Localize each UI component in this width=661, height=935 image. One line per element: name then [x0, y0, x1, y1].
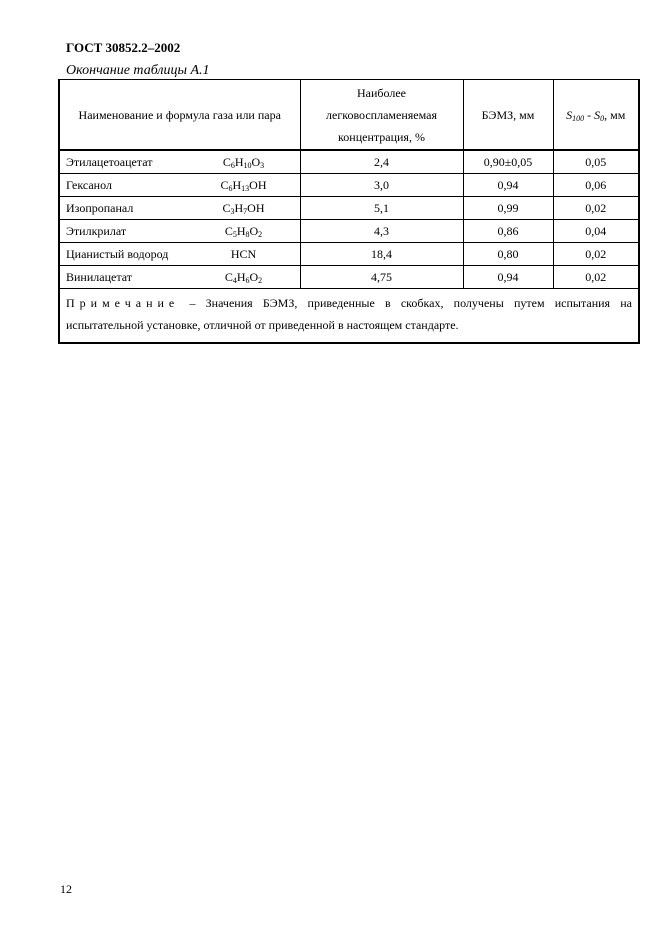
gas-properties-table — [58, 79, 640, 344]
concentration-cell: 4,75 — [300, 266, 463, 289]
table-row — [59, 266, 639, 289]
gas-name: Изопропанал — [66, 200, 134, 215]
s-diff-cell: 0,02 — [553, 266, 639, 289]
concentration-cell: 18,4 — [300, 243, 463, 266]
header-bemz: БЭМЗ, мм — [463, 80, 553, 151]
gas-name-cell — [59, 243, 300, 266]
gas-name: Цианистый водород — [66, 246, 169, 261]
concentration-cell: 3,0 — [300, 174, 463, 197]
note-text: – Значения БЭМЗ, приведенные в скобках, получены путем испытания на испытательной установке, отличной от приведенной в настоящем стандарте. — [66, 296, 632, 332]
gas-formula: $C_3H_7OH$ — [222, 200, 265, 216]
gas-formula: $C_6H_{13}OH$ — [220, 177, 267, 193]
header-s100-s0: $S_{100} - S_0$, мм — [553, 80, 639, 151]
gas-name-cell — [59, 150, 300, 174]
s-diff-cell: 0,04 — [553, 220, 639, 243]
gas-formula: HCN — [230, 246, 257, 261]
concentration-cell: 2,4 — [300, 150, 463, 174]
gas-name: Винилацетат — [66, 269, 132, 284]
bemz-cell: 0,80 — [463, 243, 553, 266]
s-diff-cell: 0,02 — [553, 243, 639, 266]
gas-name: Гексанол — [66, 177, 112, 192]
document-code: ГОСТ 30852.2–2002 — [66, 40, 181, 55]
header-concentration: Наиболее легковоспламеняемая концентрация, % — [300, 80, 463, 151]
table-header-row — [59, 80, 639, 151]
table-note-row — [59, 289, 639, 344]
page-number: 12 — [60, 882, 72, 896]
gas-name-cell — [59, 197, 300, 220]
concentration-cell: 4,3 — [300, 220, 463, 243]
s-diff-cell: 0,06 — [553, 174, 639, 197]
s-diff-cell: 0,02 — [553, 197, 639, 220]
concentration-cell: 5,1 — [300, 197, 463, 220]
bemz-cell: 0,99 — [463, 197, 553, 220]
s-diff-cell: 0,05 — [553, 150, 639, 174]
gas-name-cell — [59, 174, 300, 197]
bemz-cell: 0,86 — [463, 220, 553, 243]
gas-name: Этилкрилат — [66, 223, 127, 238]
gas-name-cell — [59, 220, 300, 243]
table-caption: Окончание таблицы А.1 — [66, 63, 210, 78]
gas-formula: $C_4H_6O_2$ — [224, 269, 263, 285]
header-name-formula: Наименование и формула газа или пара — [59, 80, 300, 151]
table-row — [59, 243, 639, 266]
gas-formula: $C_6H_{10}O_3$ — [222, 154, 265, 170]
table-note — [59, 289, 639, 344]
gas-name-cell — [59, 266, 300, 289]
bemz-cell: 0,94 — [463, 174, 553, 197]
table-row — [59, 150, 639, 174]
table-row — [59, 220, 639, 243]
bemz-cell: 0,94 — [463, 266, 553, 289]
gas-formula: $C_5H_8O_2$ — [224, 223, 263, 239]
bemz-cell: 0,90±0,05 — [463, 150, 553, 174]
table-row — [59, 197, 639, 220]
table-row — [59, 174, 639, 197]
note-label: Примечание — [66, 296, 180, 310]
gas-name: Этилацетоацетат — [66, 154, 153, 169]
